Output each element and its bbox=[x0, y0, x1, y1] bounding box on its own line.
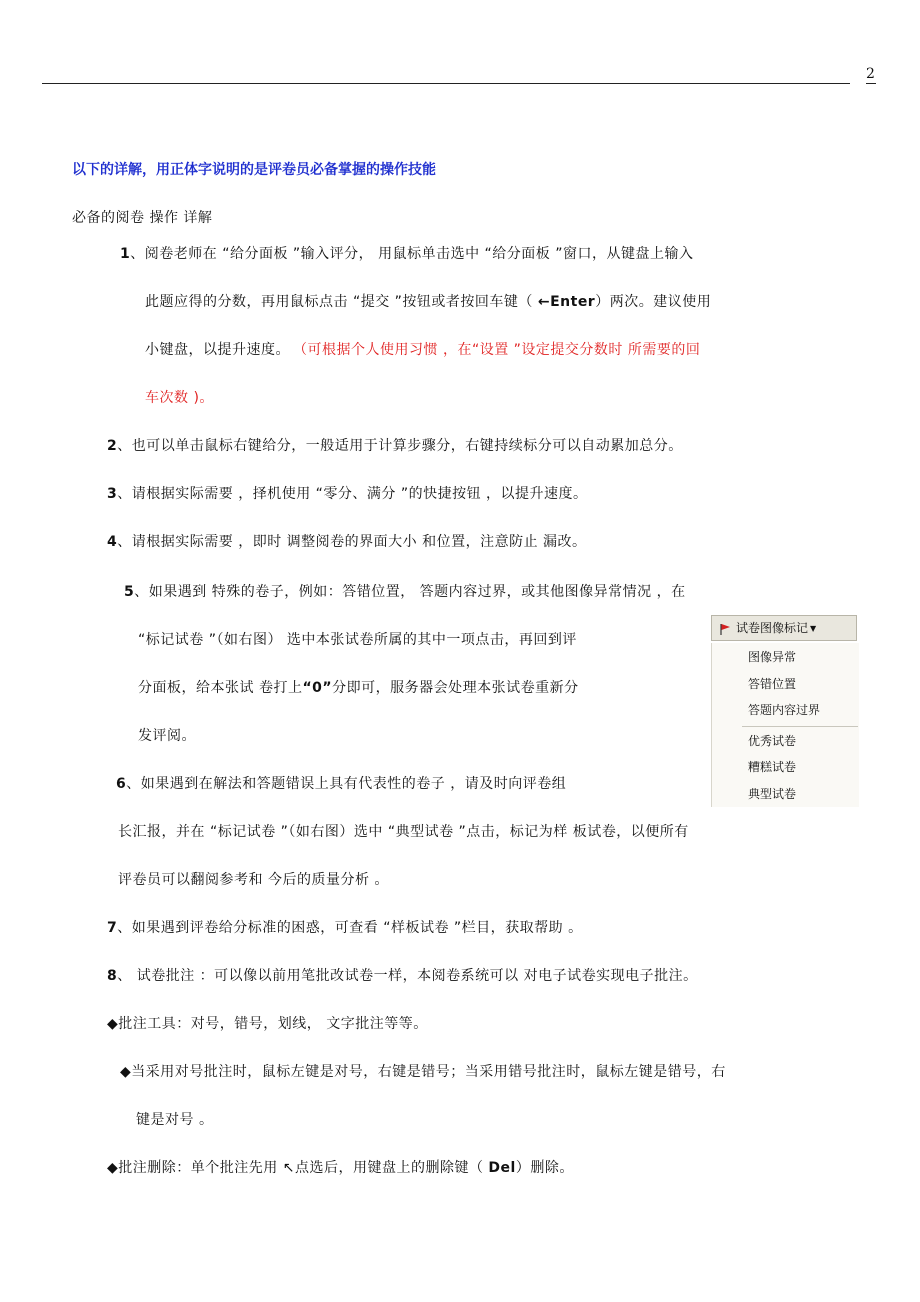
del-key-label: Del bbox=[488, 1160, 516, 1176]
item-text: 、 试卷批注 ：可以像以前用笔批改试卷一样，本阅卷系统可以 对电子试卷实现电子批注。 bbox=[117, 968, 698, 984]
item-number: 6 bbox=[116, 776, 127, 792]
intro-line: 以下的详解，用正体字说明的是评卷员必备掌握的操作技能 bbox=[72, 162, 436, 178]
menu-item-wrong-position[interactable]: 答错位置 bbox=[748, 677, 797, 691]
item-text: ）删除。 bbox=[515, 1160, 574, 1176]
item-text: 分即可，服务器会处理本张试卷重新分 bbox=[332, 680, 579, 696]
item-text: 、请根据实际需要 ，即时 调整阅卷的界面大小 和位置，注意防止 漏改。 bbox=[117, 534, 587, 550]
item-7 bbox=[107, 918, 583, 938]
bullet-delete bbox=[107, 1158, 574, 1178]
item-number: 5 bbox=[124, 584, 135, 600]
menu-separator bbox=[742, 726, 858, 727]
item-text: 小键盘，以提升速度。 bbox=[145, 342, 290, 358]
settings-note: （可根据个人使用习惯 ，在“设置 ”设定提交分数时 所需要的回 bbox=[300, 342, 701, 358]
item-5-line-4: 发评阅。 bbox=[138, 728, 196, 744]
menu-item-content-overflow[interactable]: 答题内容过界 bbox=[748, 703, 821, 717]
menu-item-poor-paper[interactable]: 糟糕试卷 bbox=[748, 760, 797, 774]
item-2 bbox=[107, 436, 683, 456]
item-1-line-2 bbox=[145, 292, 711, 312]
bullet-check-mode: ◆当采用对号批注时，鼠标左键是对号，右键是错号；当采用错号批注时，鼠标左键是错号，右 bbox=[120, 1064, 726, 1080]
item-1 bbox=[120, 244, 694, 264]
item-5-line-3 bbox=[138, 678, 579, 698]
item-1-line-3 bbox=[145, 340, 700, 360]
item-number: 4 bbox=[107, 534, 118, 550]
bullet-check-mode-cont: 键是对号 。 bbox=[136, 1112, 214, 1128]
item-text: 、阅卷老师在 “给分面板 ”输入评分， 用鼠标单击选中 “给分面板 ”窗口，从键盘上输入 bbox=[130, 246, 694, 262]
item-1-line-4: 车次数 )。 bbox=[145, 390, 214, 406]
item-number: 8 bbox=[107, 968, 118, 984]
dropdown-label: 试卷图像标记 bbox=[736, 621, 809, 635]
menu-item-excellent-paper[interactable]: 优秀试卷 bbox=[748, 734, 797, 748]
item-text: 、如果遇到在解法和答题错误上具有代表性的卷子 ，请及时向评卷组 bbox=[126, 776, 567, 792]
item-number: 1 bbox=[120, 246, 131, 262]
item-text: ）两次。建议使用 bbox=[595, 294, 712, 310]
mark-paper-dropdown-button[interactable] bbox=[711, 615, 857, 641]
item-6 bbox=[116, 774, 566, 794]
mark-paper-menu bbox=[711, 615, 859, 807]
pointer-arrow-icon: ↖ bbox=[282, 1160, 295, 1176]
red-flag-icon bbox=[718, 622, 732, 636]
item-text: 、如果遇到 特殊的卷子，例如：答错位置， 答题内容过界，或其他图像异常情况 ，在 bbox=[134, 584, 686, 600]
item-text: 、请根据实际需要 ，择机使用 “零分、满分 ”的快捷按钮 ，以提升速度。 bbox=[117, 486, 588, 502]
zero-score-label: “0” bbox=[302, 680, 333, 696]
item-8 bbox=[107, 966, 698, 986]
bullet-annotation-tools: ◆批注工具：对号，错号，划线， 文字批注等等。 bbox=[107, 1016, 428, 1032]
page-number: 2 bbox=[866, 66, 875, 82]
chevron-down-icon: ▼ bbox=[810, 623, 817, 633]
item-4 bbox=[107, 532, 587, 552]
menu-item-image-abnormal[interactable]: 图像异常 bbox=[748, 650, 797, 664]
enter-key-label: ←Enter bbox=[537, 294, 596, 310]
item-number: 2 bbox=[107, 438, 118, 454]
page-number-underline bbox=[866, 83, 876, 84]
item-text: 分面板，给本张试 卷打上 bbox=[138, 680, 303, 696]
item-text: 、如果遇到评卷给分标准的困惑，可查看 “样板试卷 ”栏目，获取帮助 。 bbox=[117, 920, 583, 936]
item-text: 点选后，用键盘上的删除键（ bbox=[294, 1160, 489, 1176]
item-text: ◆批注删除：单个批注先用 bbox=[107, 1160, 283, 1176]
item-number: 7 bbox=[107, 920, 118, 936]
item-5 bbox=[124, 582, 686, 602]
item-6-line-2: 长汇报，并在 “标记试卷 ”（如右图）选中 “典型试卷 ”点击，标记为样 板试卷，以便所有 bbox=[118, 824, 689, 840]
item-text: 、也可以单击鼠标右键给分，一般适用于计算步骤分，右键持续标分可以自动累加总分。 bbox=[117, 438, 683, 454]
item-text: 此题应得的分数，再用鼠标点击 “提交 ”按钮或者按回车键（ bbox=[145, 294, 538, 310]
item-5-line-2: “标记试卷 ”（如右图） 选中本张试卷所属的其中一项点击，再回到评 bbox=[138, 632, 577, 648]
item-6-line-3: 评卷员可以翻阅参考和 今后的质量分析 。 bbox=[118, 872, 389, 888]
header-rule bbox=[42, 83, 850, 84]
item-3 bbox=[107, 484, 588, 504]
item-number: 3 bbox=[107, 486, 118, 502]
mark-menu-list bbox=[711, 643, 859, 807]
section-heading: 必备的阅卷 操作 详解 bbox=[72, 210, 213, 226]
menu-item-typical-paper[interactable]: 典型试卷 bbox=[748, 787, 797, 801]
